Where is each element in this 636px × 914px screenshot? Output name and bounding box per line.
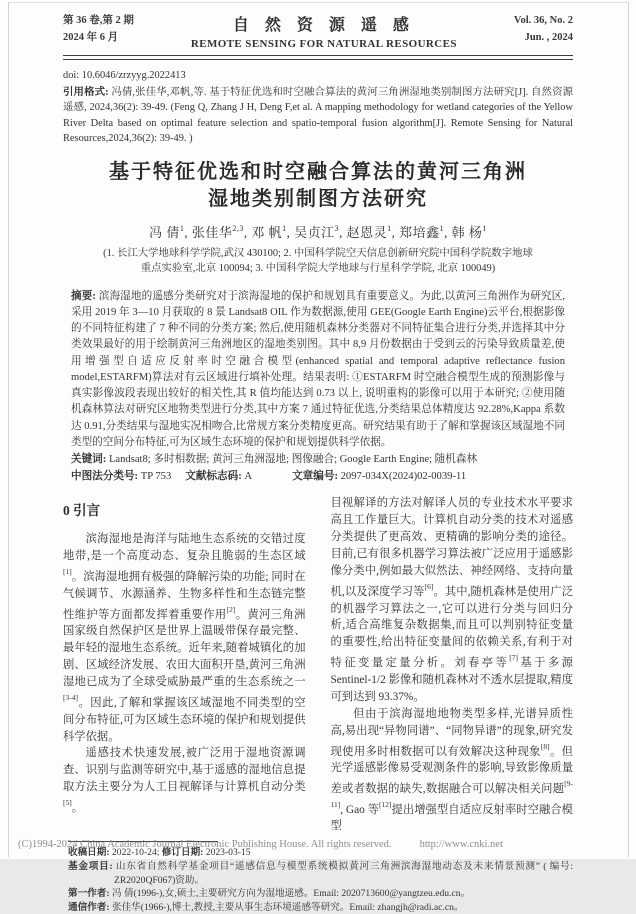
journal-title-en: REMOTE SENSING FOR NATURAL RESOURCES — [190, 38, 457, 50]
header-right — [514, 12, 573, 46]
journal-title-cn: 自 然 资 源 遥 感 — [232, 17, 415, 34]
volume-issue-en: Vol. 36, No. 2 — [513, 15, 573, 26]
intro-paragraph-2: 遥感技术快速发展,被广泛用于湿地资源调查、识别与监测等研究中,基于遥感的湿地信息提取方法主要分为人工目视解译与计算机自动分类[5]。 — [63, 747, 306, 814]
doi-line: doi: 10.6046/zrzyyg.2022413 — [63, 69, 186, 81]
left-column — [63, 495, 306, 835]
date-en: Jun. , 2024 — [524, 32, 573, 43]
footnote-first-author: 第一作者: 冯 倩(1996-),女,硕士,主要研究方向为湿地遥感。Email: 2020713600@yangtzeu.edu.cn。 — [68, 888, 471, 900]
section-heading-intro: 0 引言 — [63, 503, 101, 519]
date-cn: 2024 年 6 月 — [63, 32, 119, 43]
volume-issue-cn: 第 36 卷,第 2 期 — [63, 15, 134, 26]
author-list: 冯 倩$^1$, 张佳华$^{2,3}$, 邓 帆$^1$, 吴贞江$^3$, 赵恩灵$^1$, 郑培鑫$^1$, 韩 杨$^1$ — [149, 223, 487, 240]
right-column — [331, 495, 574, 835]
body-columns — [63, 495, 573, 835]
clc-value: TP 753 — [138, 471, 172, 483]
intro-paragraph-4: 但由于滨海湿地地物类型多样,光谱异质性高,易出现“异物同谱”、“同物异谱”的现象,研究发现使用多时相数据可以有效解决这种现象[8]。但光学遥感影像易受观测条件的影响,导致影像质量差或者数据的缺失,数据融合可以解决相关问题[9-11], Gao 等[12]提出增强型自适应反射率时空融合模型 — [330, 707, 573, 833]
doc-code-value: A — [241, 471, 253, 483]
header-center — [134, 12, 514, 50]
clc-label: 中图法分类号: — [71, 471, 139, 483]
affiliations — [63, 246, 573, 277]
copyright-line — [18, 839, 503, 850]
article-no-label: 文章编号: — [292, 471, 338, 483]
journal-header — [63, 12, 573, 50]
copyright-text: (C)1994-2024 China Academic Journal Electronic Publishing House. All rights reserved. — [18, 839, 392, 850]
footnote-received-date: 收稿日期: 2022-10-24; 修订日期: 2023-03-15 — [68, 847, 251, 859]
doc-code-label: 文献标志码: — [185, 471, 242, 483]
keywords-label: 关键词: — [71, 453, 107, 465]
header-divider — [63, 55, 573, 60]
footnote-corresponding-author: 通信作者: 张佳华(1966-),博士,教授,主要从事生态环境遥感等研究。Email: zhangjh@radi.ac.cn。 — [68, 901, 464, 913]
keywords-text: Landsat8; 多时相数据; 黄河三角洲湿地; 图像融合; Google Earth Engine; 随机森林 — [106, 453, 478, 465]
footnote-funding: 基金项目: 山东省自然科学基金项目“遥感信息与模型系统模拟黄河三角洲滨海湿地动态及未来情景预测” ( 编号: ZR2020QF067)资助。 — [68, 860, 573, 886]
intro-paragraph-3: 目视解译的方法对解译人员的专业技术水平要求高且工作量巨大。计算机自动分类的技术对遥感分类提供了更高效、更精确的影响分类的途径。目前,已有很多机器学习算法被广泛应用于遥感影像分类中,例如最大似然法、神经网络、支持向量机,以及深度学习等[6]。其中,随机森林是使用广泛的机器学习算法之一,它可以进行分类与回归分析,适合高维复杂数据集,而且可以判别特征变量的重要性,给出特征变量间的依赖关系,有利于对特征变量定量分析。刘春亭等[7]基于多源 Sentinel-1/2 影像和随机森林对不透水层提取,精度可到达到 93.37%。 — [330, 497, 574, 703]
article-title-line1: 基于特征优选和时空融合算法的黄河三角洲 — [109, 160, 527, 183]
footnote-block — [63, 841, 573, 914]
cnki-url: http://www.cnki.net — [419, 839, 503, 850]
citation-block — [63, 85, 573, 147]
article-title — [63, 159, 573, 213]
article-no-value: 2097-034X(2024)02-0039-11 — [337, 471, 467, 483]
intro-paragraph-1: 滨海湿地是海洋与陆地生态系统的交错过度地带,是一个高度动态、复杂且脆弱的生态区域[1]。滨海湿地拥有极强的降解污染的功能; 同时在气候调节、水源涵养、生物多样性和生态链完整性维护等方面都发挥着重要作用[2]。黄河三角洲国家级自然保护区是世界上温暖带保存最完整、最年轻的湿地生态系统。近年来,随着城镇化的加剧、区域经济发展、农田大面积开垦,黄河三角洲湿地已成为了全球受威胁最严重的生态系统之一[3-4]。因此,了解和掌握该区域湿地不同类型的空间分布特征,可为区域生态环境的保护和规划提供科学依据。 — [63, 533, 306, 743]
keywords-line — [71, 452, 565, 468]
citation-label: 引用格式: — [63, 86, 109, 98]
header-left — [63, 12, 134, 46]
affiliation-line2: 重点实验室,北京 100094; 3. 中国科学院大学地球与行星科学学院, 北京 100049) — [140, 263, 496, 275]
article-title-line2: 湿地类别制图方法研究 — [208, 187, 428, 210]
classification-line — [71, 469, 565, 485]
abstract-label: 摘要: — [71, 290, 96, 302]
abstract — [71, 289, 565, 451]
citation-text: 冯倩,张佳华,邓帆,等. 基于特征优选和时空融合算法的黄河三角洲湿地类别制图方法研究[J]. 自然资源遥感, 2024,36(2): 39-49. (Feng Q, Zhang J H, Deng F,et al. A mapping methodology for wetland categories of the Yellow River Delta based on optimal feature selection and spatio-temporal fusion algorithm[J]. Remote Sensing for Natural Resources,2024,36(2): 39-49. ) — [63, 86, 573, 145]
abstract-text: 滨海湿地的遥感分类研究对于滨海湿地的保护和规划具有重要意义。为此,以黄河三角洲作为研究区,采用 2019 年 3—10 月获取的 8 景 Landsat8 OIL 作为数据源,使用 GEE(Google Earth Engine)云平台,根据影像的不同特征构建了 7 种不同的分类方案; 然后,使用随机森林分类器对不同特征集合进行分类,并选择其中分类效果最好的用于绘制黄河三角洲地区的湿地类别图。其中 8,9 月份数据由于受到云的污染导致质量差,使用增强型自适应反射率时空融合模型(enhanced spatial and temporal adaptive reflectance fusion model,ESTARFM)算法对有云区域进行填补处理。结果表明: ①ESTARFM 时空融合模型生成的预测影像与真实影像波段表现出较好的相关性,其 R 值均能达到 0.73 以上, 说明重构的影像可以用于本研究; ②使用随机森林算法对研究区地物类型进行分类,其中方案 7 通过特征优选,分类结果总体精度达 92.28%,Kappa 系数达 0.91,分类结果与湿地实况相吻合,比常规方案分类精度更高。研究结果有助于了解和掌握该区域湿地不同类型的空间分布特征,可为区域生态环境的保护和规划提供科学依据。 — [71, 290, 565, 448]
affiliation-line1: (1. 长江大学地球科学学院,武汉 430100; 2. 中国科学院空天信息创新研究院中国科学院数字地球 — [103, 247, 533, 259]
